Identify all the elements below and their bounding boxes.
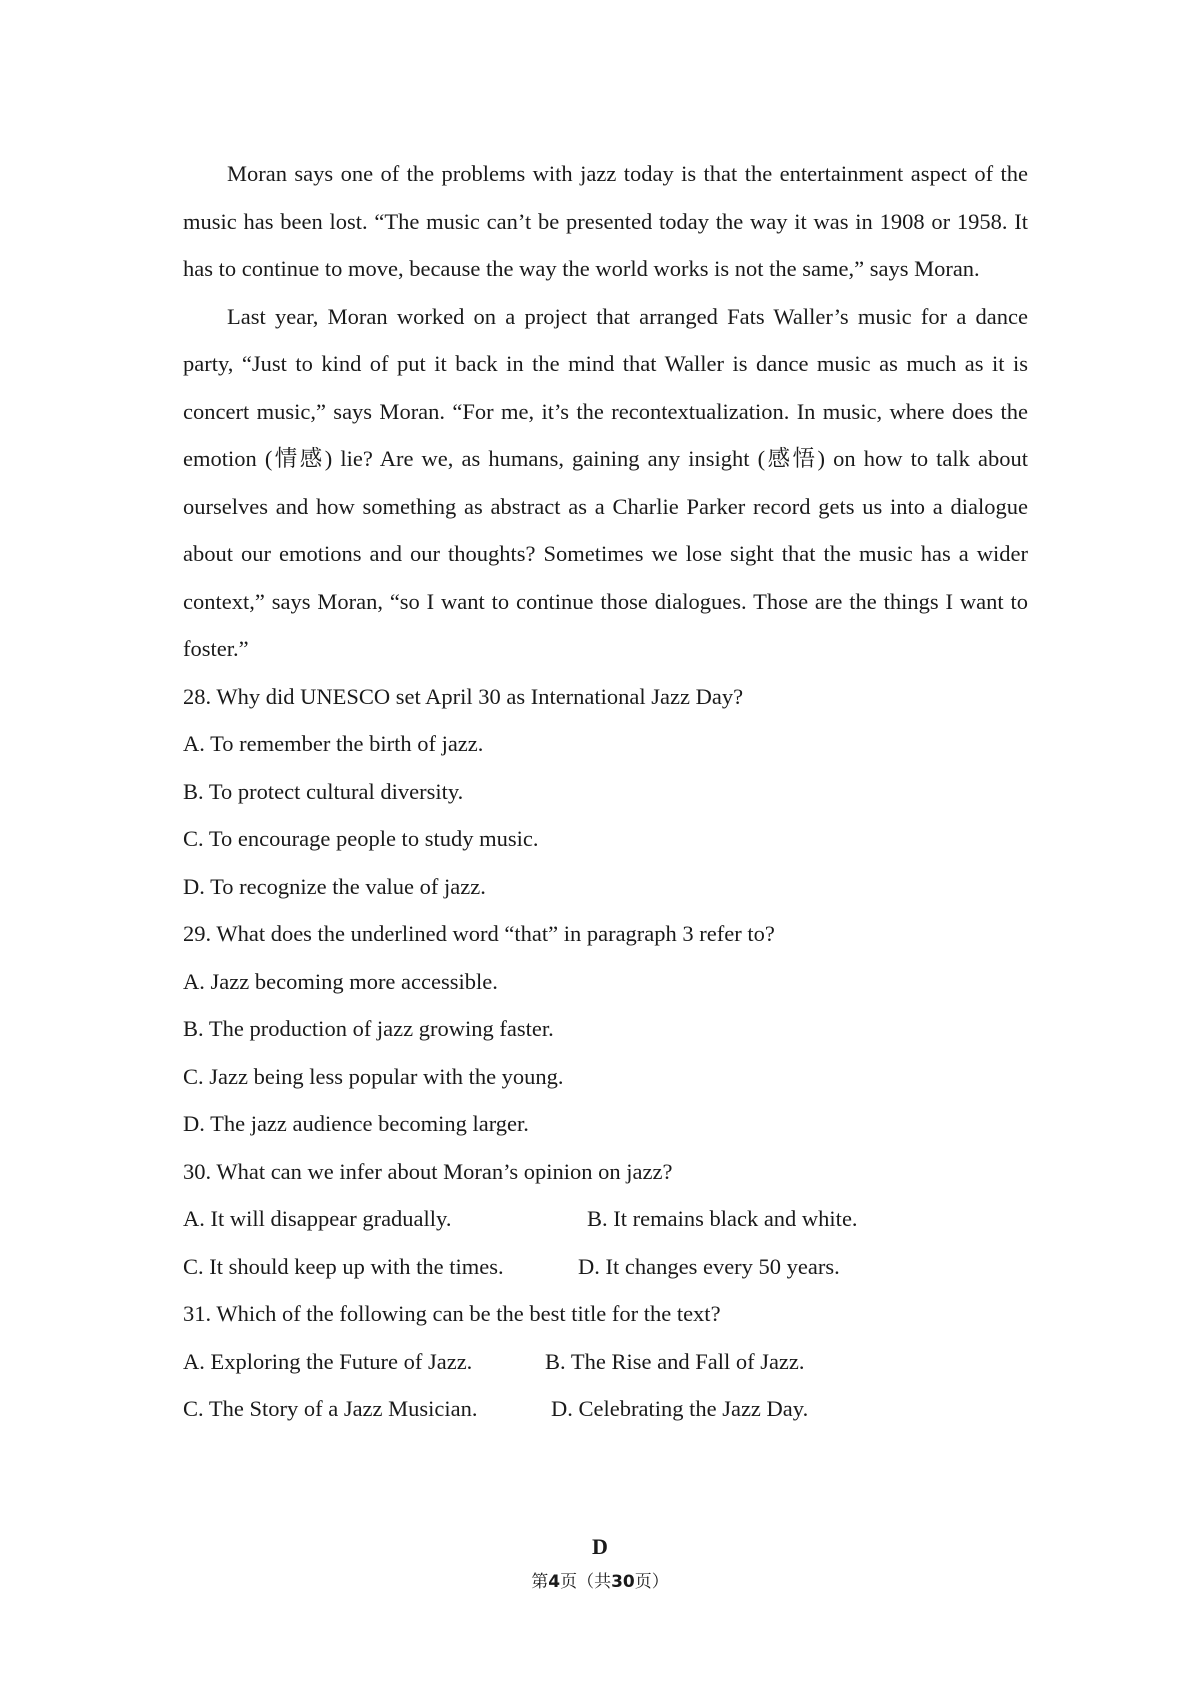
question-31-option-c: C. The Story of a Jazz Musician. (183, 1396, 478, 1421)
section-letter: D (592, 1534, 608, 1559)
question-28 (183, 673, 1028, 911)
question-29-stem: 29. What does the underlined word “that” in paragraph 3 refer to? (183, 921, 775, 946)
question-28-option-c: C. To encourage people to study music. (183, 826, 539, 851)
question-31-option-b: B. The Rise and Fall of Jazz. (545, 1348, 805, 1374)
footer-suffix: 页） (634, 1572, 669, 1592)
question-30-option-c: C. It should keep up with the times. (183, 1253, 504, 1279)
passage-paragraph-2: Last year, Moran worked on a project that arranged Fats Waller’s music for a dance party, “Just to kind of put it back in the mind that Waller is dance music as much as it is concert music,” says Moran. “For me, it’s the recontextualization. In music, where does the emotion (情感) lie? Are we, as humans, gaining any insight (感悟) on how to talk about ourselves and how something as abstract as a Charlie Parker record gets us into a dialogue about our emotions and our thoughts? Sometimes we lose sight that the music has a wider context,” says Moran, “so I want to continue those dialogues. Those are the things I want to foster.” (183, 303, 1028, 661)
question-29-option-c: C. Jazz being less popular with the young. (183, 1063, 564, 1089)
question-30-option-b: B. It remains black and white. (587, 1206, 858, 1231)
question-30 (183, 1148, 1028, 1291)
question-31-option-a: A. Exploring the Future of Jazz. (183, 1348, 473, 1374)
question-30-stem: 30. What can we infer about Moran’s opinion on jazz? (183, 1158, 673, 1184)
footer-middle: 页（共 (560, 1572, 612, 1592)
question-30-options-row-1 (183, 1195, 1028, 1243)
question-31-options-row-2 (183, 1385, 1028, 1433)
question-29-option-d: D. The jazz audience becoming larger. (183, 1111, 529, 1136)
question-31-option-d: D. Celebrating the Jazz Day. (551, 1396, 809, 1421)
question-31-options-row-1 (183, 1338, 1028, 1386)
question-29 (183, 910, 1028, 1148)
question-31-stem: 31. Which of the following can be the best title for the text? (183, 1301, 721, 1326)
question-31 (183, 1290, 1028, 1433)
question-28-option-a: A. To remember the birth of jazz. (183, 731, 484, 756)
question-28-option-b: B. To protect cultural diversity. (183, 778, 464, 804)
passage-paragraph-1: Moran says one of the problems with jazz today is that the entertainment aspect of the music has been lost. “The music can’t be presented today the way it was in 1908 or 1958. It has to continue to move, because the way the world works is not the same,” says Moran. (183, 161, 1028, 281)
footer-page-number: 4 (548, 1572, 561, 1592)
question-29-option-a: A. Jazz becoming more accessible. (183, 968, 498, 994)
page-footer (0, 1567, 1200, 1592)
question-30-option-d: D. It changes every 50 years. (578, 1253, 840, 1279)
page-content (183, 150, 1028, 1433)
question-30-options-row-2 (183, 1243, 1028, 1291)
question-28-option-d: D. To recognize the value of jazz. (183, 873, 486, 899)
footer-prefix: 第 (531, 1572, 549, 1592)
footer-total-pages: 30 (611, 1572, 635, 1592)
question-30-option-a: A. It will disappear gradually. (183, 1206, 452, 1231)
question-28-stem: 28. Why did UNESCO set April 30 as International Jazz Day? (183, 683, 744, 709)
question-29-option-b: B. The production of jazz growing faster. (183, 1016, 554, 1041)
